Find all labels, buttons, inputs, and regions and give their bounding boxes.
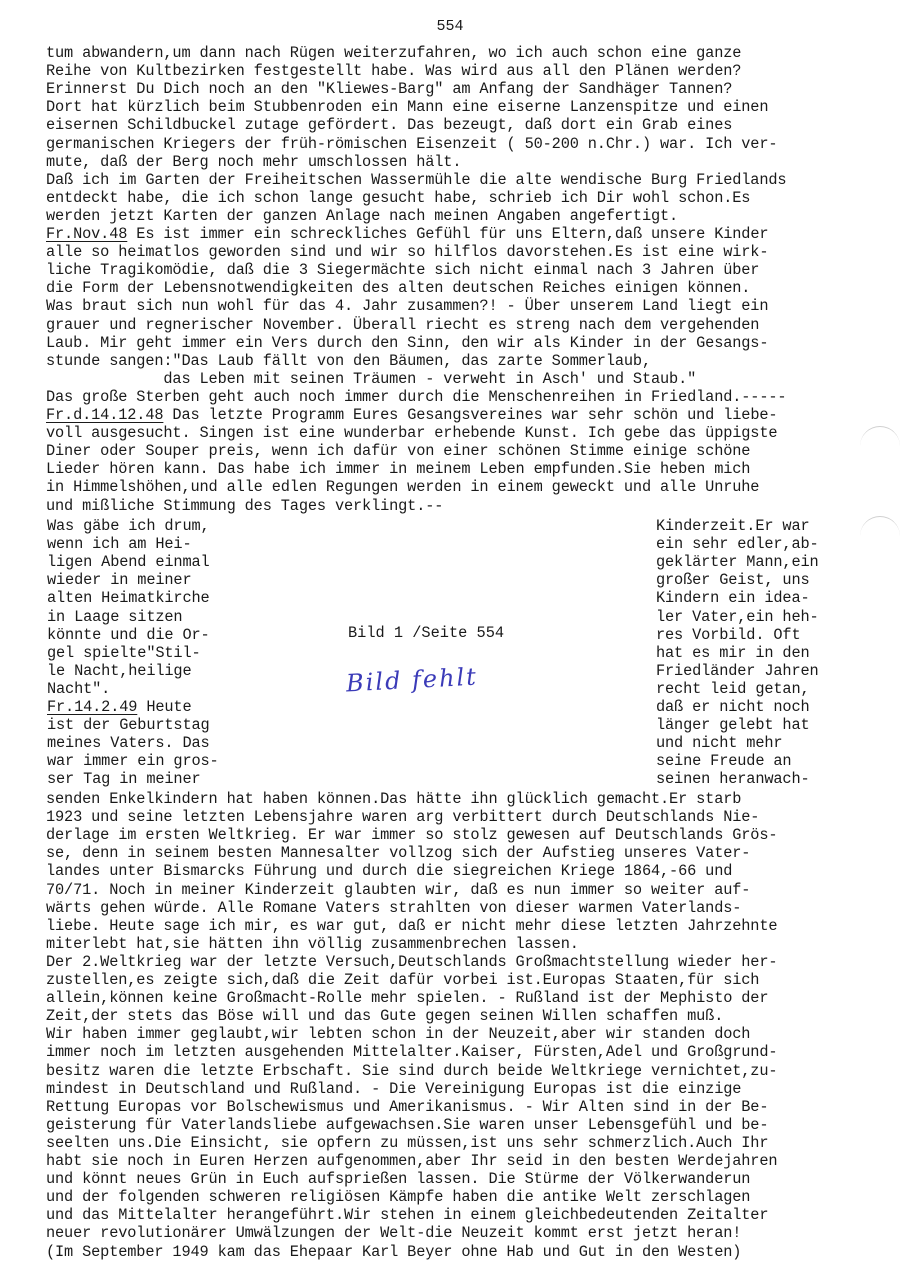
text-line: neuer revolutionärer Umwälzungen der Welt-die Neuzeit kommt erst jetzt heran! [46,1224,742,1243]
text-line: Das große Sterben geht auch noch immer durch die Menschenreihen in Friedland.----- [46,387,787,406]
text-line: recht leid getan, [656,679,810,698]
text-line: besitz waren die letzte Erbschaft. Sie sind durch beide Weltkriege vernichtet,zu- [46,1061,778,1080]
text-line: wärts gehen würde. Alle Romane Vaters strahlten von dieser warmen Vaterlands- [46,898,742,917]
text-line: landes unter Bismarcks Führung und durch die siegreichen Kriege 1864,-66 und [46,862,733,881]
text-line: Wir haben immer geglaubt,wir lebten schon in der Neuzeit,aber wir standen doch [46,1025,751,1044]
text-line: und könnt neues Grün in Euch aufsprießen lassen. Die Stürme der Völkerwanderun [46,1170,751,1189]
text-line: könnte und die Or- [47,625,210,644]
text-line: ler Vater,ein heh- [656,607,819,626]
text-line: Fr.d.14.12.48 Das letzte Programm Eures Gesangsvereines war sehr schön und liebe- [46,406,778,424]
text-line: Kindern ein idea- [656,589,810,608]
text-line: das Leben mit seinen Träumen - verweht in Asch' und Staub." [46,369,697,388]
text-line: die Form der Lebensnotwendigkeiten des alten deutschen Reiches einigen können. [46,279,751,298]
margin-mark [860,516,900,537]
text-line: tum abwandern,um dann nach Rügen weiterzufahren, wo ich auch schon eine ganze [46,44,742,62]
text-line: in Himmelshöhen,und alle edlen Regungen werden in einem geweckt und alle Unruhe [46,478,760,497]
text-line: und das Mittelalter herangeführt.Wir stehen in einem gleichbedeutenden Zeitalter [46,1206,769,1225]
text-line: und nicht mehr [656,734,783,753]
text-line: Was gäbe ich drum, [47,517,210,535]
text-line: wieder in meiner [47,571,192,590]
date-heading: Fr.14.2.49 [47,698,138,716]
text-line: wenn ich am Hei- [47,535,192,554]
text-line: ligen Abend einmal [47,553,210,572]
text-line: immer noch im letzten ausgehenden Mittelalter.Kaiser, Fürsten,Adel und Großgrund- [46,1043,778,1062]
text-line: daß er nicht noch [656,698,810,716]
text-line: seelten uns.Die Einsicht, sie opfern zu müssen,ist uns sehr schmerzlich.Auch Ihr [46,1133,769,1152]
text-line: Zeit,der stets das Böse will und das Gute gegen seinen Willen schaffen muß. [46,1007,724,1026]
text-line: ser Tag in meiner [47,770,201,789]
text-line: senden Enkelkindern hat haben können.Das hätte ihn glücklich gemacht.Er starb [46,790,742,808]
text-line: in Laage sitzen [47,607,183,626]
text-line: allein,können keine Großmacht-Rolle mehr spielen. - Rußland ist der Mephisto der [46,989,769,1008]
text-line: Kinderzeit.Er war [656,517,810,535]
text-line: werden jetzt Karten der ganzen Anlage nach meinen Angaben angefertigt. [46,206,679,225]
text-line: alten Heimatkirche [47,589,210,608]
text-line: zustellen,es zeigte sich,daß die Zeit dafür vorbei ist.Europas Staaten,für sich [46,971,760,989]
text-line: großer Geist, uns [656,571,810,590]
text-line: le Nacht,heilige [47,661,192,680]
text-line: Friedländer Jahren [656,661,819,680]
text-line: Reihe von Kultbezirken festgestellt habe. Was wird aus all den Plänen werden? [46,62,742,81]
text-line: se, denn in seinem besten Mannesalter vollzog sich der Aufstieg unseres Vater- [46,844,751,863]
text-line: meines Vaters. Das [47,734,210,753]
text-line: geklärter Mann,ein [656,553,819,572]
text-line: Lieder hören kann. Das habe ich immer in meinem Leben empfunden.Sie heben mich [46,460,751,479]
text-line: mindest in Deutschland und Rußland. - Die Vereinigung Europas ist die einzige [46,1079,742,1098]
date-heading: Fr.d.14.12.48 [46,406,164,424]
text-line: ein sehr edler,ab- [656,535,819,554]
text-line: war immer ein gros- [47,752,219,771]
text-line: und der folgenden schweren religiösen Kämpfe haben die antike Welt zerschlagen [46,1188,751,1207]
text-line: alle so heimatlos geworden sind und wir so hilflos davorstehen.Es ist eine wirk- [46,243,769,262]
text-line: Der 2.Weltkrieg war der letzte Versuch,Deutschlands Großmachtstellung wieder her- [46,952,778,971]
text-line: liebe. Heute sage ich mir, es war gut, daß er nicht mehr diese letzten Jahrzehnte [46,916,778,935]
text-line: Diner oder Souper preis, wenn ich dafür von einer schönen Stimme einige schöne [46,442,751,461]
text-line: Fr.14.2.49 Heute [47,698,192,716]
text-line: Daß ich im Garten der Freiheitschen Wassermühle die alte wendische Burg Friedlands [46,170,787,189]
text-line: ist der Geburtstag [47,716,210,735]
text-line: und mißliche Stimmung des Tages verklingt.-- [46,496,444,515]
text-line: Dort hat kürzlich beim Stubbenroden ein Mann eine eiserne Lanzenspitze und einen [46,98,769,117]
text-line: Fr.Nov.48 Es ist immer ein schreckliches Gefühl für uns Eltern,daß unsere Kinder [46,225,769,243]
text-line: habt sie noch in Euren Herzen aufgenommen,aber Ihr seid in den besten Werdejahren [46,1152,778,1170]
text-line: voll ausgesucht. Singen ist eine wunderbar erhebende Kunst. Ich gebe das üppigste [46,424,778,443]
date-heading: Fr.Nov.48 [46,225,128,243]
text-line: geisterung für Vaterlandsliebe aufgewachsen.Sie waren unser Lebensgefühl und be- [46,1115,769,1134]
text-line: 70/71. Noch in meiner Kinderzeit glaubten wir, daß es nun immer so weiter auf- [46,880,751,899]
text-line: stunde sangen:"Das Laub fällt von den Bäumen, das zarte Sommerlaub, [46,351,651,370]
text-line: entdeckt habe, die ich schon lange gesucht habe, schrieb ich Dir wohl schon.Es [46,188,751,207]
text-line: seine Freude an [656,752,792,771]
text-line: Was braut sich nun wohl für das 4. Jahr zusammen?! - Über unserem Land liegt ein [46,297,769,316]
text-line: res Vorbild. Oft [656,625,801,644]
text-line: germanischen Kriegers der früh-römischen Eisenzeit ( 50-200 n.Chr.) war. Ich ver- [46,134,778,153]
text-line: 1923 und seine letzten Lebensjahre waren arg verbittert durch Deutschlands Nie- [46,808,760,827]
text-line: derlage im ersten Weltkrieg. Er war immer so stolz gewesen auf Deutschlands Grös- [46,826,778,845]
text-line: gel spielte"Stil- [47,643,201,662]
text-line: (Im September 1949 kam das Ehepaar Karl Beyer ohne Hab und Gut in den Westen) [46,1242,742,1261]
margin-mark [860,426,900,447]
text-line: Erinnerst Du Dich noch an den "Kliewes-Barg" am Anfang der Sandhäger Tannen? [46,80,733,99]
text-line: Laub. Mir geht immer ein Vers durch den Sinn, den wir als Kinder in der Gesangs- [46,333,769,352]
text-line: grauer und regnerischer November. Überall riecht es streng nach dem vergehenden [46,315,760,334]
page-number: 554 [436,18,464,35]
text-line: liche Tragikomödie, daß die 3 Siegermächte sich nicht einmal nach 3 Jahren über [46,261,760,280]
text-line: Nacht". [47,679,111,698]
text-line: seinen heranwach- [656,770,810,789]
image-caption: Bild 1 /Seite 554 [348,624,505,642]
text-line: eisernen Schildbuckel zutage gefördert. Das bezeugt, daß dort ein Grab eines [46,116,733,135]
text-line: länger gelebt hat [656,716,810,735]
text-line: mute, daß der Berg noch mehr umschlossen hält. [46,152,462,171]
text-line: Rettung Europas vor Bolschewismus und Amerikanismus. - Wir Alten sind in der Be- [46,1097,769,1116]
text-line: miterlebt hat,sie hätten ihn völlig zusammenbrechen lassen. [46,934,579,953]
text-line: hat es mir in den [656,643,810,662]
handwritten-note: Bild fehlt [345,662,479,698]
